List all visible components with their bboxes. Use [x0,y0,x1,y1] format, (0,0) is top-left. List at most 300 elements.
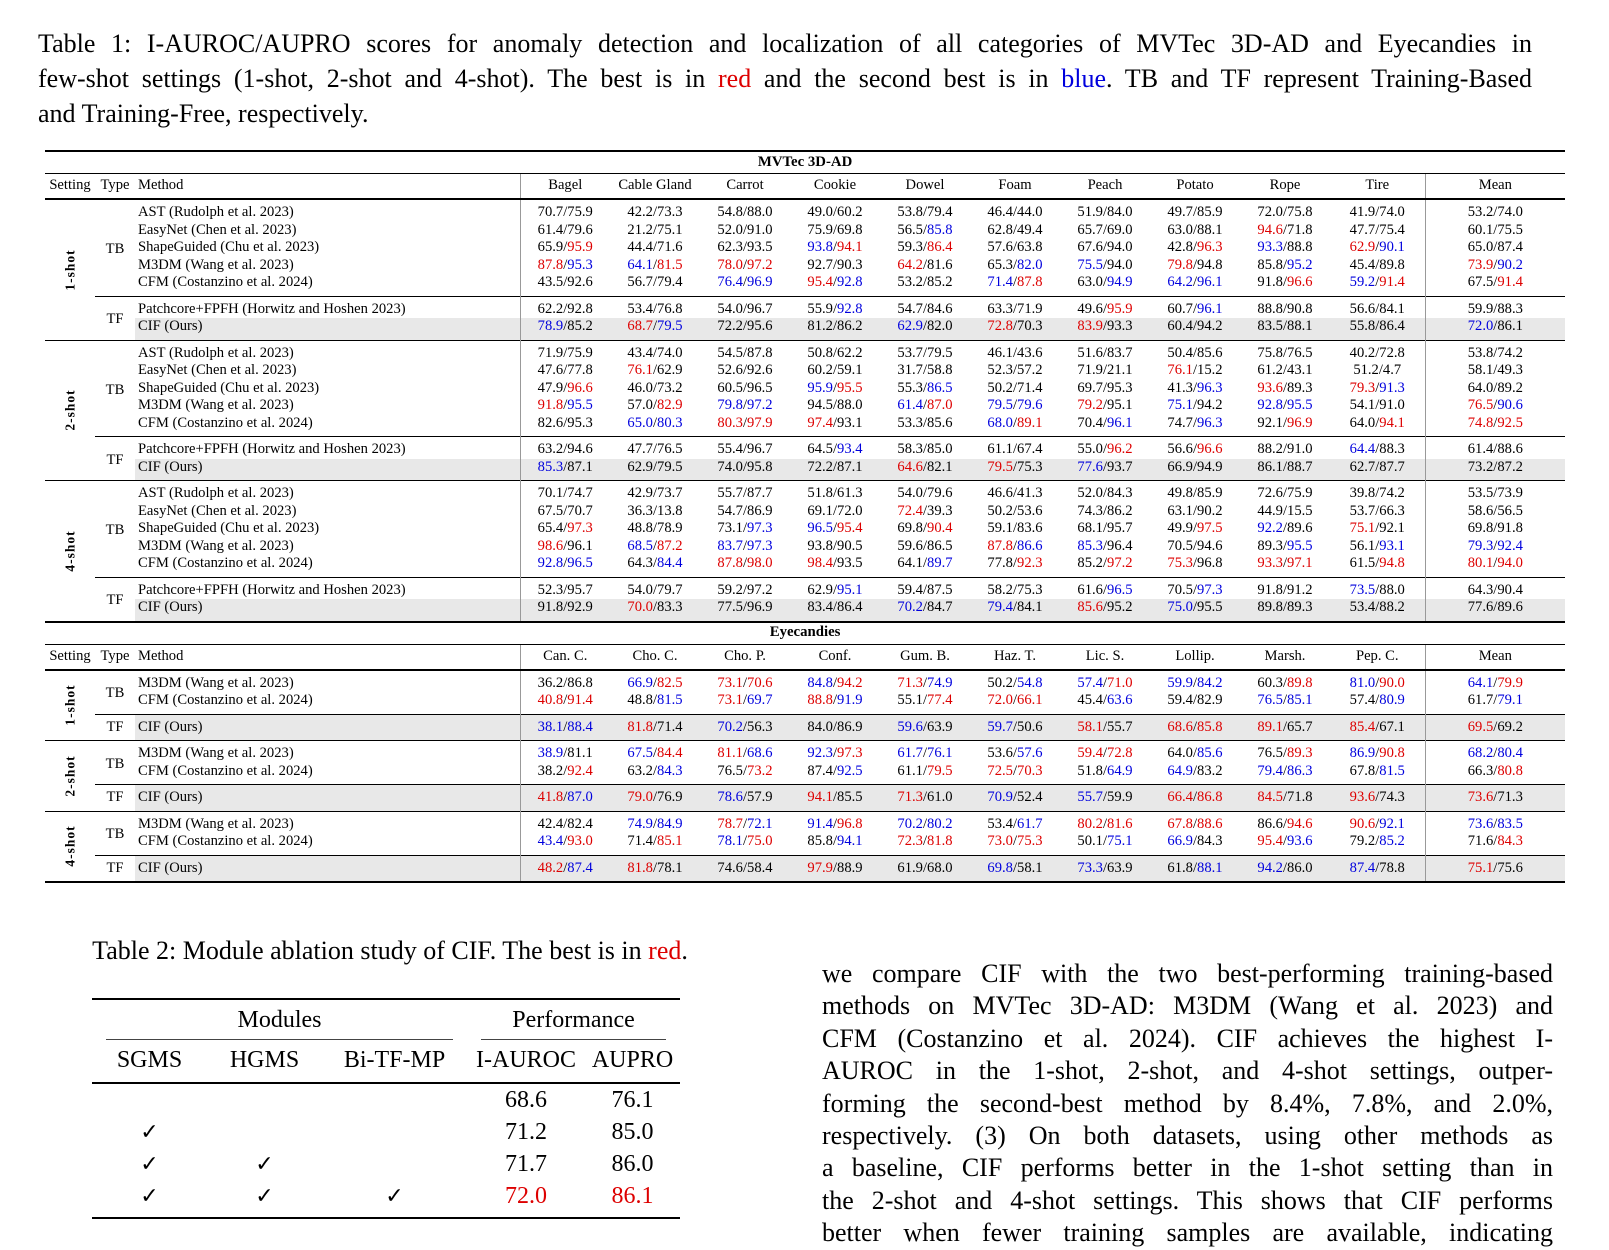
score-cell [520,257,610,275]
score-value: 43.6 [1017,344,1043,361]
score-value: 81.8 [927,833,953,849]
slash: / [922,221,928,238]
score-value: 79.5 [987,458,1013,475]
slash: / [652,485,658,501]
slash: / [742,537,748,554]
score-value: 80.1 [1467,555,1494,571]
score-value: 74.3 [1077,502,1103,519]
table-row [45,714,1565,741]
score-value: 91.0 [747,221,773,238]
score-cell [1150,555,1240,577]
slash: / [1012,485,1018,501]
score-value: 47.9 [537,379,564,396]
score-value: 78.6 [717,789,743,805]
slash: / [652,318,658,334]
slash: / [563,555,568,571]
slash: / [922,859,928,876]
score-value: 88.0 [837,397,863,413]
score-value: 63.0 [1077,274,1103,290]
score-value: 61.0 [927,789,953,805]
ablation-row [92,1083,680,1116]
score-value: 92.8 [537,555,564,571]
score-value: 85.9 [1197,204,1223,220]
score-value: 83.5 [1497,815,1523,832]
score-value: 75.9 [1287,485,1313,501]
slash: / [1012,274,1018,290]
score-value: 86.9 [837,718,863,735]
slash: / [1282,789,1288,805]
score-value: 61.7 [1467,692,1494,708]
slash: / [832,204,838,220]
column-header: Cookie [790,174,880,200]
score-value: 88.2 [1257,441,1283,457]
score-value: 97.2 [747,397,773,413]
score-value: 95.9 [807,379,833,396]
score-cell [1150,296,1240,318]
score-value: 88.8 [807,692,833,708]
table-row [45,538,1565,556]
table-row [45,599,1565,621]
score-value: 66.3 [1467,762,1494,779]
slash: / [922,581,928,598]
slash: / [563,537,568,554]
score-value: 88.9 [837,859,863,876]
score-value: 42.4 [537,815,564,832]
slash: / [922,344,928,361]
score-value: 60.1 [1467,221,1494,238]
score-value: 58.1 [1077,718,1103,735]
score-value: 61.1 [897,762,923,779]
slash: / [922,414,928,431]
score-value: 54.0 [627,581,653,598]
score-value: 96.3 [1197,414,1223,431]
slash: / [1012,458,1018,475]
slash: / [1192,718,1198,735]
score-value: 56.6 [1349,300,1376,317]
score-value: 72.8 [1379,344,1405,361]
score-cell [1060,503,1150,521]
score-value: 89.8 [1257,599,1283,615]
score-cell [1150,437,1240,459]
score-cell [790,296,880,318]
score-value: 46.1 [987,344,1013,361]
empty-cell [92,1083,207,1116]
score-value: 83.3 [657,599,683,615]
score-value: 76.1 [1167,362,1193,378]
score-value: 72.0 [1467,318,1494,334]
score-value: 74.0 [657,344,683,361]
text-segment: red [718,64,752,93]
score-value: 96.5 [807,520,833,536]
score-cell [1240,415,1330,437]
score-cell [1240,318,1330,340]
score-value: 95.8 [747,458,773,475]
score-cell [520,833,610,855]
slash: / [1012,239,1018,255]
slash: / [1375,300,1380,317]
slash: / [1012,256,1018,273]
score-cell [1240,520,1330,538]
score-value: 87.4 [1349,859,1376,876]
score-value: 61.5 [1349,555,1376,571]
score-cell [1425,318,1565,340]
score-value: 85.2 [567,318,593,334]
score-value: 85.8 [807,833,833,849]
slash: / [1012,718,1018,735]
slash: / [832,762,838,779]
slash: / [1375,239,1380,255]
score-value: 88.0 [747,204,773,220]
slash: / [1493,762,1498,779]
score-cell [970,811,1060,833]
score-value: 53.2 [1467,204,1494,220]
slash: / [922,833,928,849]
score-value: 66.9 [627,674,653,691]
score-value: 71.7 [505,1150,548,1177]
score-cell [790,811,880,833]
slash: / [1102,458,1108,475]
table-row [45,397,1565,415]
score-cell [1425,555,1565,577]
score-value: 84.0 [807,718,833,735]
slash: / [1012,599,1018,615]
slash: / [1375,599,1380,615]
score-value: 38.9 [537,745,564,761]
slash: / [1493,414,1498,431]
subheader-row [92,1040,680,1083]
slash: / [563,581,568,598]
score-value: 72.6 [1257,485,1283,501]
score-cell [1425,692,1565,714]
score-cell [700,274,790,296]
slash: / [1192,256,1198,273]
score-cell [970,520,1060,538]
score-value: 92.2 [1257,520,1283,536]
score-value: 91.8 [537,397,564,413]
slash: / [922,815,928,832]
slash: / [742,581,748,598]
score-cell [1330,239,1425,257]
slash: / [1375,718,1380,735]
score-value: 51.6 [1077,344,1103,361]
method-name: Patchcore+FPFH (Horwitz and Hoshen 2023) [135,577,520,599]
table-row [45,520,1565,538]
score-value: 94.2 [837,674,863,691]
score-value: 93.5 [747,239,773,255]
score-cell [970,222,1060,240]
score-value: 87.1 [567,458,593,475]
slash: / [1375,441,1380,457]
slash: / [1102,692,1108,708]
score-value: 86.0 [611,1150,654,1177]
slash: / [1012,441,1018,457]
score-value: 95.5 [837,379,863,396]
score-value: 75.1 [1167,397,1193,413]
score-value: 53.3 [897,414,923,431]
method-name: CIF (Ours) [135,785,520,812]
slash: / [832,599,838,615]
slash: / [832,256,838,273]
table-row [45,670,1565,693]
score-value: 91.4 [567,692,593,708]
slash: / [1192,833,1198,849]
score-value: 62.8 [987,221,1013,238]
ablation-table-el [92,998,680,1219]
score-value: 64.0 [1349,414,1376,431]
score-value: 36.2 [537,674,564,691]
setting-text: 2-shot [62,389,78,431]
score-value: 85.6 [1077,599,1103,615]
score-cell [790,741,880,763]
score-value: 74.9 [927,674,953,691]
score-value: 57.0 [627,397,653,413]
score-cell [1240,397,1330,415]
score-value: 55.9 [807,300,833,317]
table-row [45,257,1565,275]
type-label: TB [105,685,125,702]
score-cell [1330,520,1425,538]
slash: / [832,815,838,832]
score-cell [790,199,880,222]
type-label: TB [105,241,125,257]
table2-caption [40,936,740,966]
check-icon: ✓ [140,1119,159,1144]
setting-label [45,340,95,481]
score-value: 91.9 [837,692,863,708]
score-value: 61.2 [1257,362,1283,378]
score-cell [610,503,700,521]
slash: / [563,318,568,334]
score-value: 92.1 [1257,414,1283,431]
score-value: 79.7 [657,581,683,598]
score-cell [880,520,970,538]
score-cell [1330,274,1425,296]
score-value: 98.4 [807,555,833,571]
score-cell [790,397,880,415]
body-text-line: respectively. (3) On both datasets, using other methods as [822,1121,1553,1151]
slash: / [1102,204,1108,220]
slash: / [922,397,928,413]
slash: / [922,692,928,708]
score-value: 80.2 [927,815,953,832]
score-cell [1060,340,1150,362]
score-value: 58.6 [1467,502,1494,519]
score-cell [1240,239,1330,257]
score-cell [1240,670,1330,693]
score-value: 93.3 [1107,318,1133,334]
column-header: Lollip. [1150,644,1240,670]
score-cell [520,459,610,481]
slash: / [1192,692,1198,708]
score-cell [700,833,790,855]
score-value: 79.6 [567,221,593,238]
slash: / [1375,221,1380,238]
setting-label [45,811,95,882]
score-value: 71.2 [505,1118,548,1145]
slash: / [1102,256,1108,273]
score-cell [1425,222,1565,240]
score-value: 43.4 [627,344,653,361]
slash: / [652,414,658,431]
score-value: 96.1 [1197,274,1223,290]
score-cell [1425,397,1565,415]
setting-text: 4-shot [62,825,78,867]
score-value: 60.2 [837,204,863,220]
score-value: 62.9 [1349,239,1376,255]
score-value: 21.1 [1107,362,1133,378]
score-cell [1060,296,1150,318]
score-cell [520,670,610,693]
text-segment: . [681,936,688,965]
slash: / [1282,762,1288,779]
score-value: 58.2 [987,581,1013,598]
score-cell [610,714,700,741]
score-value: 90.2 [1497,256,1523,273]
score-cell [610,520,700,538]
slash: / [1282,256,1288,273]
score-cell [880,692,970,714]
score-value: 75.1 [1467,859,1494,876]
score-cell [880,459,970,481]
score-value: 40.8 [537,692,564,708]
score-value: 84.2 [1197,674,1223,691]
score-value: 86.4 [837,599,863,615]
score-value: 97.2 [1107,555,1133,571]
score-value: 55.7 [1107,718,1133,735]
score-value: 55.7 [1077,789,1103,805]
score-cell [1240,577,1330,599]
score-value: 54.0 [717,300,743,317]
slash: / [652,274,658,290]
score-value: 67.1 [1379,718,1405,735]
slash: / [1102,520,1108,536]
score-cell [1060,763,1150,785]
score-value: 95.1 [837,581,863,598]
slash: / [1102,362,1108,378]
score-cell [880,855,970,882]
score-cell [1330,855,1425,882]
score-cell [700,670,790,693]
group-header [92,999,467,1040]
score-value: 80.4 [1497,745,1523,761]
column-header: Setting [45,644,95,670]
slash: / [1282,397,1288,413]
score-value: 81.2 [807,318,833,334]
score-value: 43.1 [1287,362,1313,378]
table-row [45,577,1565,599]
score-value: 61.3 [837,485,863,501]
score-value: 93.6 [1349,789,1376,805]
slash: / [1493,362,1498,378]
score-value: 91.4 [1379,274,1405,290]
score-value: 87.1 [837,458,863,475]
score-value: 76.4 [717,274,743,290]
score-value: 87.0 [567,789,593,805]
score-value: 57.2 [1017,362,1043,378]
slash: / [1282,859,1288,876]
score-value: 91.4 [1497,274,1523,290]
score-value: 67.6 [1077,239,1103,255]
score-cell [970,199,1060,222]
slash: / [1375,204,1380,220]
score-cell [790,380,880,398]
score-value: 59.9 [1107,789,1133,805]
score-value: 59.4 [897,581,923,598]
results-table [45,150,1565,883]
score-cell [610,239,700,257]
score-cell [1240,555,1330,577]
score-value: 70.5 [1167,537,1193,554]
slash: / [1375,502,1380,519]
score-value: 62.9 [807,581,833,598]
score-value: 72.0 [1257,204,1283,220]
slash: / [1282,520,1288,536]
type-label: TB [95,811,135,855]
score-value: 55.8 [1349,318,1376,334]
slash: / [1102,555,1108,571]
score-value: 94.5 [807,397,833,413]
score-cell [1150,577,1240,599]
method-name: CIF (Ours) [135,318,520,340]
score-value: 95.2 [1287,256,1313,273]
slash: / [1493,599,1498,615]
score-value: 76.5 [1257,692,1283,708]
score-value: 49.4 [1017,221,1043,238]
score-cell [1150,362,1240,380]
score-value: 54.8 [1017,674,1043,691]
score-value: 39.3 [927,502,953,519]
setting-label [45,199,95,340]
score-value: 72.2 [717,318,743,334]
score-cell [970,380,1060,398]
slash: / [1282,379,1288,396]
score-value: 76.1 [927,745,953,761]
score-value: 75.4 [1379,221,1405,238]
slash: / [1012,300,1018,317]
score-value: 86.2 [837,318,863,334]
score-cell [1425,274,1565,296]
slash: / [1282,718,1288,735]
slash: / [563,204,568,220]
score-value: 85.6 [927,414,953,431]
slash: / [832,581,838,598]
score-value: 70.4 [1077,414,1103,431]
text-segment: and the second best is in [751,64,1062,93]
slash: / [922,274,928,290]
column-header: Marsh. [1240,644,1330,670]
score-value: 91.0 [1379,397,1405,413]
method-name: EasyNet (Chen et al. 2023) [138,221,297,238]
score-cell [790,503,880,521]
score-value: 86.2 [1107,502,1133,519]
slash: / [1192,397,1198,413]
score-value: 51.8 [807,485,833,501]
score-value: 54.7 [897,300,923,317]
score-value: 75.3 [1017,581,1043,598]
score-value: 80.8 [1497,762,1523,779]
iauroc-value [467,1180,585,1218]
score-cell [610,555,700,577]
score-value: 88.4 [567,718,593,735]
score-cell [1150,833,1240,855]
slash: / [1493,833,1498,849]
score-value: 87.7 [747,485,773,501]
score-cell [1150,274,1240,296]
score-cell [520,362,610,380]
score-value: 62.2 [837,344,863,361]
score-cell [1240,199,1330,222]
slash: / [922,762,928,779]
